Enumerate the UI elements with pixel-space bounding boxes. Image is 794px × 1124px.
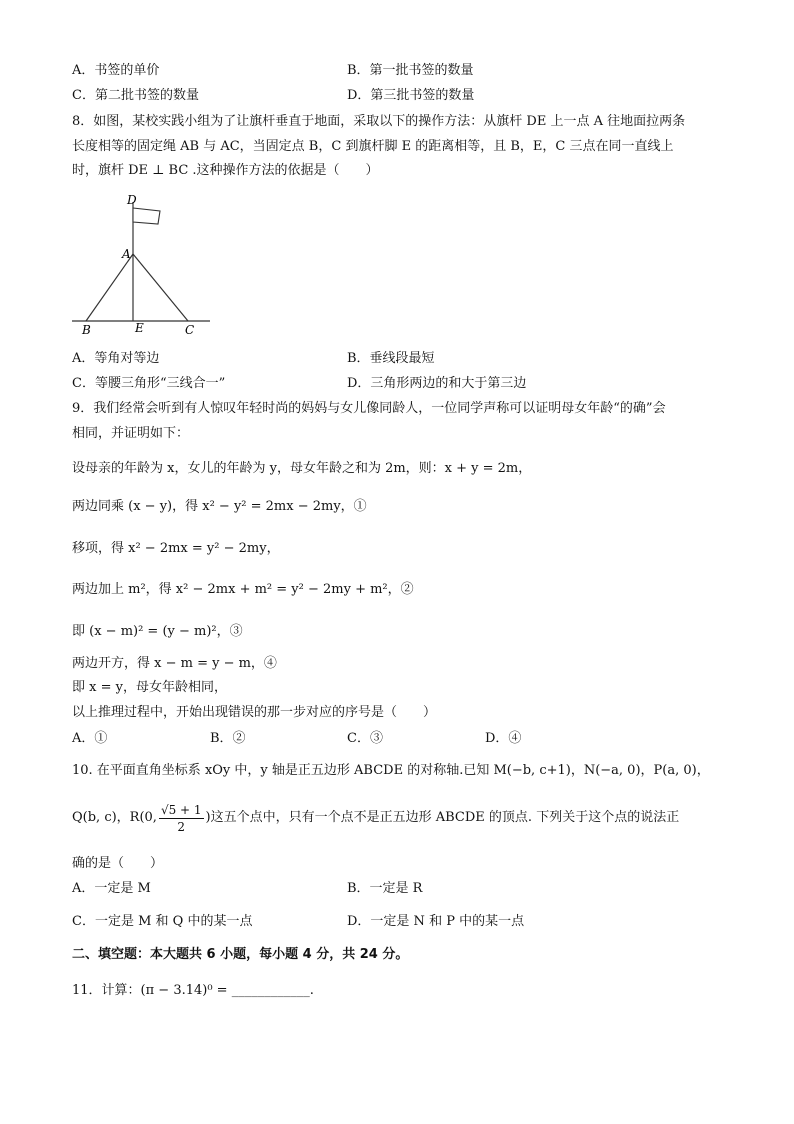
q10-option-b: B．一定是 R: [347, 881, 423, 896]
q10-line-1: 10. 在平面直角坐标系 xOy 中，y 轴是正五边形 ABCDE 的对称轴.已知 M(−b, c+1)，N(−a, 0)，P(a, 0)，: [72, 763, 710, 778]
q8-option-c: C．等腰三角形“三线合一”: [72, 376, 226, 391]
section-2-heading: 二、填空题：本大题共 6 小题，每小题 4 分，共 24 分。: [72, 947, 409, 962]
q9-step-4: 即 (x − m)² = (y − m)²，③: [72, 624, 243, 639]
q10-line-3: 确的是（ ）: [72, 856, 164, 871]
q9-line-2: 相同，并证明如下：: [72, 426, 190, 441]
q9-step-0: 设母亲的年龄为 x，女儿的年龄为 y，母女年龄之和为 2m，则：x + y = 2m，: [72, 461, 532, 476]
q9-step-5: 两边开方，得 x − m = y − m，④: [72, 656, 277, 671]
label-e: E: [135, 321, 144, 335]
q11-text: 11．计算：(π − 3.14)⁰ = ____________.: [72, 983, 314, 998]
q10-line-2: [72, 798, 679, 838]
q8-option-d: D．三角形两边的和大于第三边: [347, 376, 527, 391]
rope-ac: [133, 254, 188, 321]
q9-step-3: 两边加上 m²，得 x² − 2mx + m² = y² − 2my + m²，②: [72, 582, 414, 597]
rope-ab: [86, 254, 133, 321]
q8-line-3: 时，旗杆 DE ⊥ BC .这种操作方法的依据是（ ）: [72, 163, 379, 178]
q10-fraction-numerator: √5 + 1: [160, 802, 202, 817]
flagpole-figure: [72, 188, 212, 338]
q8-line-2: 长度相等的固定绳 AB 与 AC，当固定点 B，C 到旗杆脚 E 的距离相等，且 B，E，C 三点在同一直线上: [72, 139, 674, 154]
q10-fraction: [159, 802, 204, 835]
flag-shape: [133, 208, 160, 224]
q9-option-b: B．②: [210, 731, 246, 746]
q10-line-2-post: )这五个点中，只有一个点不是正五边形 ABCDE 的顶点. 下列关于这个点的说法正: [205, 810, 680, 825]
q9-step-6: 即 x = y，母女年龄相同，: [72, 680, 227, 695]
q7-option-b: B．第一批书签的数量: [347, 63, 474, 78]
label-d: D: [127, 193, 137, 207]
q8-option-a: A．等角对等边: [72, 351, 160, 366]
q10-line-2-pre: Q(b, c)，R(0,: [72, 810, 157, 825]
q9-step-1: 两边同乘 (x − y)，得 x² − y² = 2mx − 2my，①: [72, 499, 367, 514]
q8-line-1: 8．如图，某校实践小组为了让旗杆垂直于地面，采取以下的操作方法：从旗杆 DE 上一点 A 往地面拉两条: [72, 114, 686, 129]
q10-option-a: A．一定是 M: [72, 881, 151, 896]
q7-option-d: D．第三批书签的数量: [347, 88, 475, 103]
label-b: B: [82, 323, 91, 337]
q7-option-a: A．书签的单价: [72, 63, 160, 78]
q10-fraction-denominator: 2: [177, 819, 186, 834]
q9-option-d: D．④: [485, 731, 522, 746]
label-c: C: [185, 323, 195, 337]
label-a: A: [122, 247, 131, 261]
q10-option-c: C．一定是 M 和 Q 中的某一点: [72, 914, 253, 929]
q9-step-2: 移项，得 x² − 2mx = y² − 2my，: [72, 541, 280, 556]
q9-line-1: 9．我们经常会听到有人惊叹年轻时尚的妈妈与女儿像同龄人，一位同学声称可以证明母女年龄“的确”会: [72, 401, 666, 416]
q9-option-c: C．③: [347, 731, 383, 746]
q7-option-c: C．第二批书签的数量: [72, 88, 199, 103]
q10-option-d: D．一定是 N 和 P 中的某一点: [347, 914, 525, 929]
q8-option-b: B．垂线段最短: [347, 351, 435, 366]
q9-option-a: A．①: [72, 731, 108, 746]
q9-question: 以上推理过程中，开始出现错误的那一步对应的序号是（ ）: [72, 705, 437, 720]
